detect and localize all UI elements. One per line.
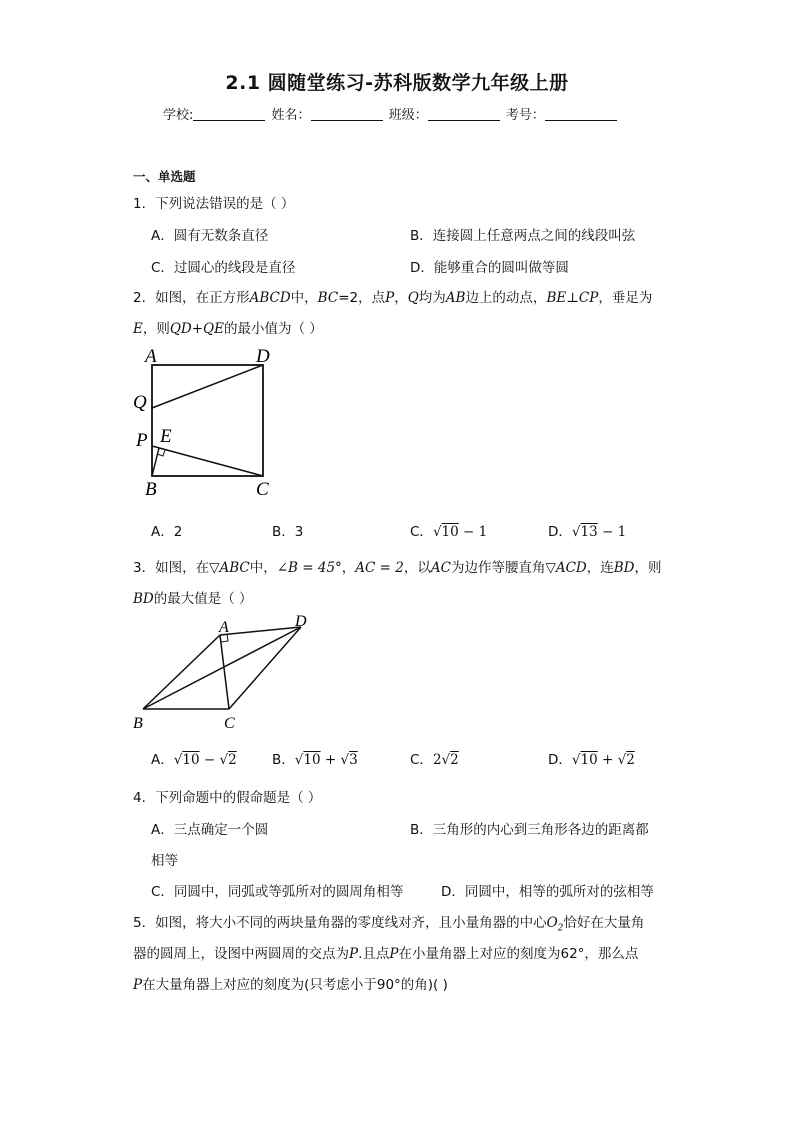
- q3-segment-bd: [143, 627, 301, 709]
- q3-option-b-r1: 10: [303, 752, 321, 768]
- q3-option-a-r2: 2: [228, 752, 237, 768]
- exam-no-label: 考号：: [505, 108, 545, 123]
- school-blank[interactable]: [193, 108, 265, 121]
- q5-stem-line1: [133, 911, 644, 934]
- q3-var-tri-abc: ▽ABC: [209, 560, 250, 576]
- q2-option-c-radicand: 10: [441, 524, 459, 540]
- q3-option-b[interactable]: [272, 748, 358, 768]
- q3-label-d: D: [295, 613, 307, 630]
- q3-var-ac: AC = 2: [355, 560, 404, 576]
- q3-label-c: C: [224, 715, 235, 732]
- q2-text: 均为: [418, 290, 446, 306]
- q3-option-a-op: −: [199, 752, 220, 768]
- q5-text: 5．如图，将大小不同的两块量角器的零度线对齐，且小量角器的中心: [133, 915, 547, 931]
- section-heading: 一、单选题: [133, 169, 196, 184]
- q5-var-p: P: [349, 946, 359, 962]
- q3-option-b-math: √10 + √3: [294, 752, 358, 768]
- q3-option-b-r2: 3: [349, 752, 358, 768]
- q3-option-a-r1: 10: [182, 752, 200, 768]
- exam-no-blank[interactable]: [545, 108, 617, 121]
- q3-segment-ac: [220, 635, 229, 709]
- q4-option-d[interactable]: D．同圆中，相等的弧所对的弦相等: [441, 884, 654, 900]
- q2-option-a[interactable]: A．2: [151, 524, 183, 540]
- name-label: 姓名：: [271, 108, 311, 123]
- q3-option-c-radicand: 2: [450, 752, 459, 768]
- q2-segment-pc: [152, 446, 263, 476]
- q2-option-c-prefix: C．: [410, 524, 433, 540]
- q2-square: [152, 365, 263, 476]
- q2-stem-line1: [133, 286, 652, 306]
- q5-var-o-sub: 2: [557, 923, 564, 934]
- q2-option-d-radicand: 13: [580, 524, 598, 540]
- q2-option-d-prefix: D．: [548, 524, 572, 540]
- q2-figure: [128, 340, 288, 505]
- q3-option-b-prefix: B．: [272, 752, 295, 768]
- q3-stem-line2: [133, 587, 253, 607]
- q5-var-o: O: [546, 915, 558, 931]
- q5-var-p: P: [133, 977, 143, 993]
- q4-option-c[interactable]: C．同圆中，同弧或等弧所对的圆周角相等: [151, 884, 404, 900]
- q3-option-c-prefix: C．: [410, 752, 433, 768]
- q3-var-bd: BD: [613, 560, 635, 576]
- q4-option-a[interactable]: A．三点确定一个圆: [151, 822, 269, 838]
- q3-var-bd2: BD: [133, 591, 154, 607]
- q2-text: 2．如图，在正方形: [133, 290, 250, 306]
- q3-option-c[interactable]: [410, 748, 459, 768]
- class-blank[interactable]: [428, 108, 500, 121]
- q2-var-bc: BC: [317, 290, 339, 306]
- class-label: 班级：: [388, 108, 428, 123]
- q1-option-b[interactable]: B．连接圆上任意两点之间的线段叫弦: [410, 228, 636, 244]
- q3-var-angle: ∠B = 45°: [276, 560, 342, 576]
- q5-text: 恰好在大量角: [563, 915, 645, 931]
- q5-text: 器的圆周上，设图中两圆周的交点为: [133, 946, 349, 962]
- q2-label-d: D: [256, 346, 270, 367]
- q2-segment-qd: [152, 365, 263, 408]
- q2-text: ，则: [142, 321, 170, 337]
- q3-option-a-prefix: A．: [151, 752, 174, 768]
- q4-option-b-cont: 相等: [151, 853, 178, 869]
- q2-option-d[interactable]: [548, 520, 626, 540]
- q2-var-ab: AB: [445, 290, 466, 306]
- q3-text: 的最大值是（ ）: [153, 591, 253, 607]
- q2-text: ，垂足为: [598, 290, 653, 306]
- q2-label-e: E: [160, 426, 172, 447]
- q3-text: ，连: [586, 560, 614, 576]
- q5-var-p: P: [389, 946, 399, 962]
- q3-option-d-r1: 10: [580, 752, 598, 768]
- q2-var-q: Q: [407, 290, 419, 306]
- q5-text: .且点: [358, 946, 390, 962]
- q2-segment-be: [152, 448, 159, 476]
- q3-option-d-math: √10 + √2: [571, 752, 635, 768]
- q3-segment-ba: [143, 635, 220, 709]
- q2-var-p: P: [385, 290, 395, 306]
- q2-text: ，: [394, 290, 408, 306]
- q3-option-d-r2: 2: [626, 752, 635, 768]
- q3-text: ，: [341, 560, 356, 576]
- q3-option-a-math: √10 − √2: [173, 752, 237, 768]
- q5-stem-line2: [133, 942, 638, 962]
- q2-option-c-math: √10 − 1: [432, 524, 488, 540]
- q5-text: 在大量角器上对应的刻度为(只考虑小于90°的角)( ): [142, 977, 448, 993]
- page-title: 2.1 圆随堂练习-苏科版数学九年级上册: [225, 72, 569, 94]
- q5-var-o2: [546, 915, 564, 934]
- q3-text: 3．如图，在: [133, 560, 210, 576]
- q5-text: 在小量角器上对应的刻度为62°，那么点: [398, 946, 639, 962]
- q1-option-a[interactable]: A．圆有无数条直径: [151, 228, 269, 244]
- q2-var-becp: BE⊥CP: [546, 290, 599, 306]
- q2-option-d-tail: − 1: [597, 524, 627, 540]
- q3-stem-line1: [133, 556, 662, 576]
- q3-option-d-op: +: [597, 752, 618, 768]
- q2-label-c: C: [256, 479, 269, 500]
- q1-stem: 1．下列说法错误的是（ ）: [133, 196, 295, 212]
- q2-option-b[interactable]: B．3: [272, 524, 304, 540]
- q1-option-c[interactable]: C．过圆心的线段是直径: [151, 260, 296, 276]
- q2-text: 的最小值为（ ）: [224, 321, 323, 337]
- q3-text: 中，: [249, 560, 277, 576]
- q3-text: 为边作等腰直角: [450, 560, 546, 576]
- q1-option-d[interactable]: D．能够重合的圆叫做等圆: [410, 260, 569, 276]
- q3-option-d[interactable]: [548, 748, 635, 768]
- q3-var-ac2: AC: [430, 560, 451, 576]
- q3-option-c-coef: 2: [432, 752, 442, 768]
- q2-var-e: E: [133, 321, 143, 337]
- q3-option-d-prefix: D．: [548, 752, 572, 768]
- q2-var-qdqe: QD+QE: [169, 321, 224, 337]
- q2-label-b: B: [145, 479, 157, 500]
- q2-stem-line2: [133, 317, 323, 337]
- q2-label-q: Q: [133, 392, 147, 413]
- q3-text: ，以: [403, 560, 431, 576]
- q3-option-a[interactable]: [151, 748, 237, 768]
- name-blank[interactable]: [311, 108, 383, 121]
- q3-text: ，则: [634, 560, 662, 576]
- q4-option-b[interactable]: B．三角形的内心到三角形各边的距离都: [410, 822, 649, 838]
- q3-option-b-op: +: [320, 752, 341, 768]
- q2-text: =2，点: [338, 290, 386, 306]
- q5-stem-line3: [133, 973, 448, 993]
- q2-label-a: A: [145, 346, 157, 367]
- q3-segment-cd: [229, 627, 301, 709]
- q3-figure: [125, 610, 325, 735]
- q2-option-d-math: √13 − 1: [571, 524, 627, 540]
- q3-option-c-math: 2√2: [432, 752, 459, 768]
- school-label: 学校:: [163, 108, 194, 123]
- q2-option-c[interactable]: [410, 520, 487, 540]
- q3-var-tri-acd: ▽ACD: [545, 560, 587, 576]
- q3-label-a: A: [219, 619, 229, 636]
- q4-stem: 4．下列命题中的假命题是（ ）: [133, 790, 322, 806]
- q2-text: 中，: [290, 290, 318, 306]
- q2-var-abcd: ABCD: [249, 290, 291, 306]
- q2-text: 边上的动点，: [465, 290, 547, 306]
- student-info-row: [163, 104, 619, 123]
- q2-label-p: P: [136, 430, 148, 451]
- q3-label-b: B: [133, 715, 143, 732]
- q2-option-c-tail: − 1: [458, 524, 488, 540]
